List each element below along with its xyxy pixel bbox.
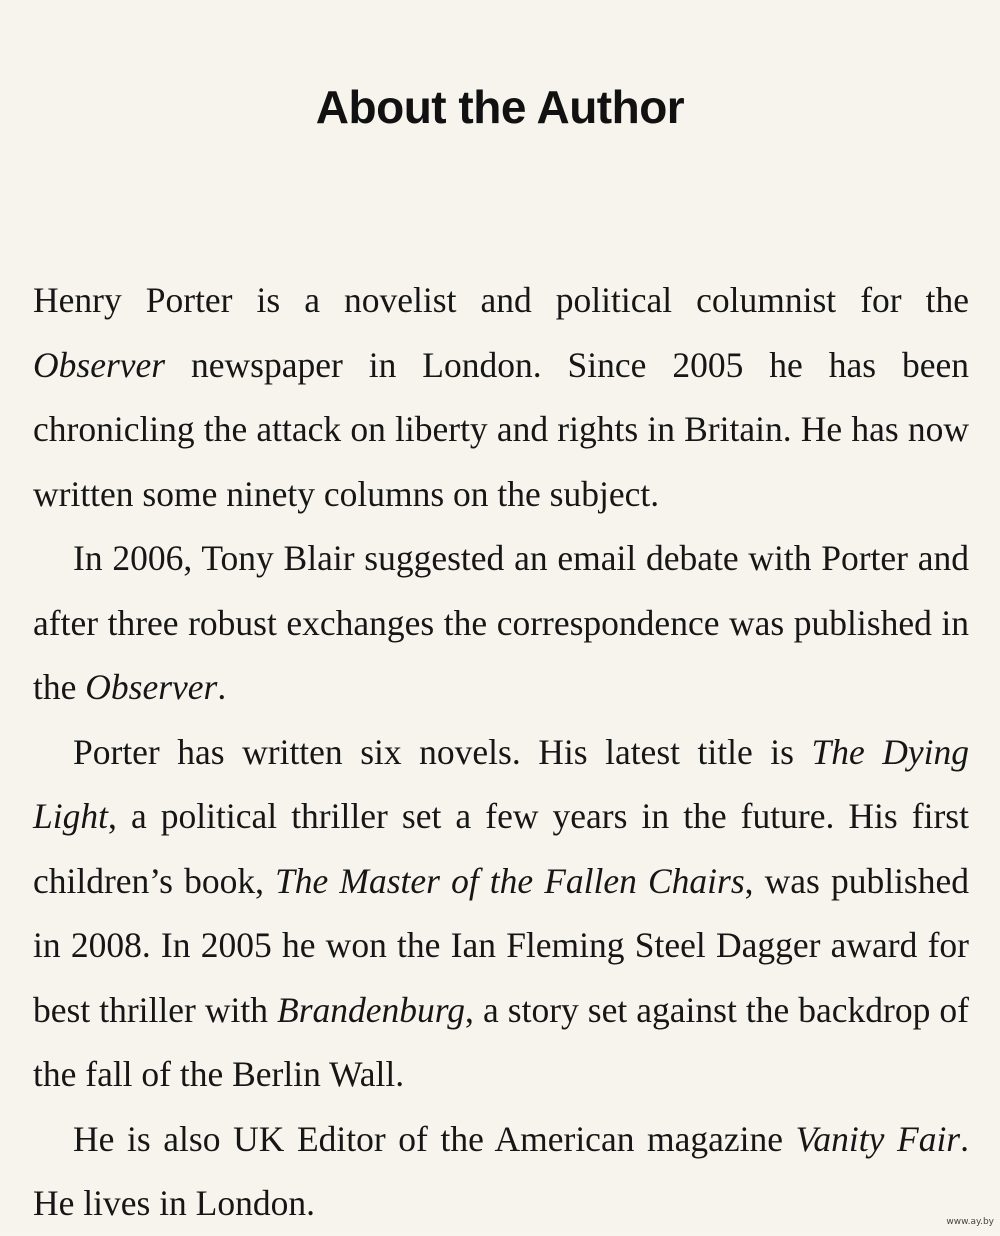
paragraph: [33, 1107, 969, 1236]
text-run: , a political thriller set a few years in the future. His first children’s book,: [33, 796, 969, 901]
text-run: , a story set against the backdrop of the fall of the Berlin Wall.: [33, 989, 969, 1094]
paragraph: [33, 526, 969, 720]
text-run: Henry Porter is a novelist and political columnist for the: [33, 280, 969, 320]
text-run: In 2006, Tony Blair suggested an email debate with Porter and after three robust exchanges the correspondence was published in the: [33, 538, 969, 707]
watermark: www.ay.by: [946, 1217, 994, 1227]
text-run: , was published in 2008. In 2005 he won the Ian Fleming Steel Dagger award for best thriller with: [33, 860, 969, 1030]
paragraph: [33, 268, 969, 526]
italic-title: Observer: [85, 667, 218, 707]
paragraph: [33, 720, 969, 1107]
italic-title: The Dying Light: [33, 731, 969, 836]
text-run: .: [217, 667, 227, 707]
italic-title: The Master of the Fallen Chairs: [275, 860, 745, 901]
text-run: . He lives in London.: [33, 1118, 969, 1223]
text-run: newspaper in London. Since 2005 he has been chronicling the attack on liberty and rights in Britain. He has now written some ninety columns on the subject.: [33, 344, 969, 514]
page-title: About the Author: [315, 81, 685, 133]
italic-title: Observer: [33, 344, 166, 385]
italic-title: Brandenburg: [277, 989, 466, 1030]
text-run: He is also UK Editor of the American magazine: [73, 1118, 796, 1159]
author-bio: [33, 268, 969, 1236]
text-run: Porter has written six novels. His latest title is: [73, 731, 812, 772]
italic-title: Vanity Fair: [795, 1118, 961, 1159]
